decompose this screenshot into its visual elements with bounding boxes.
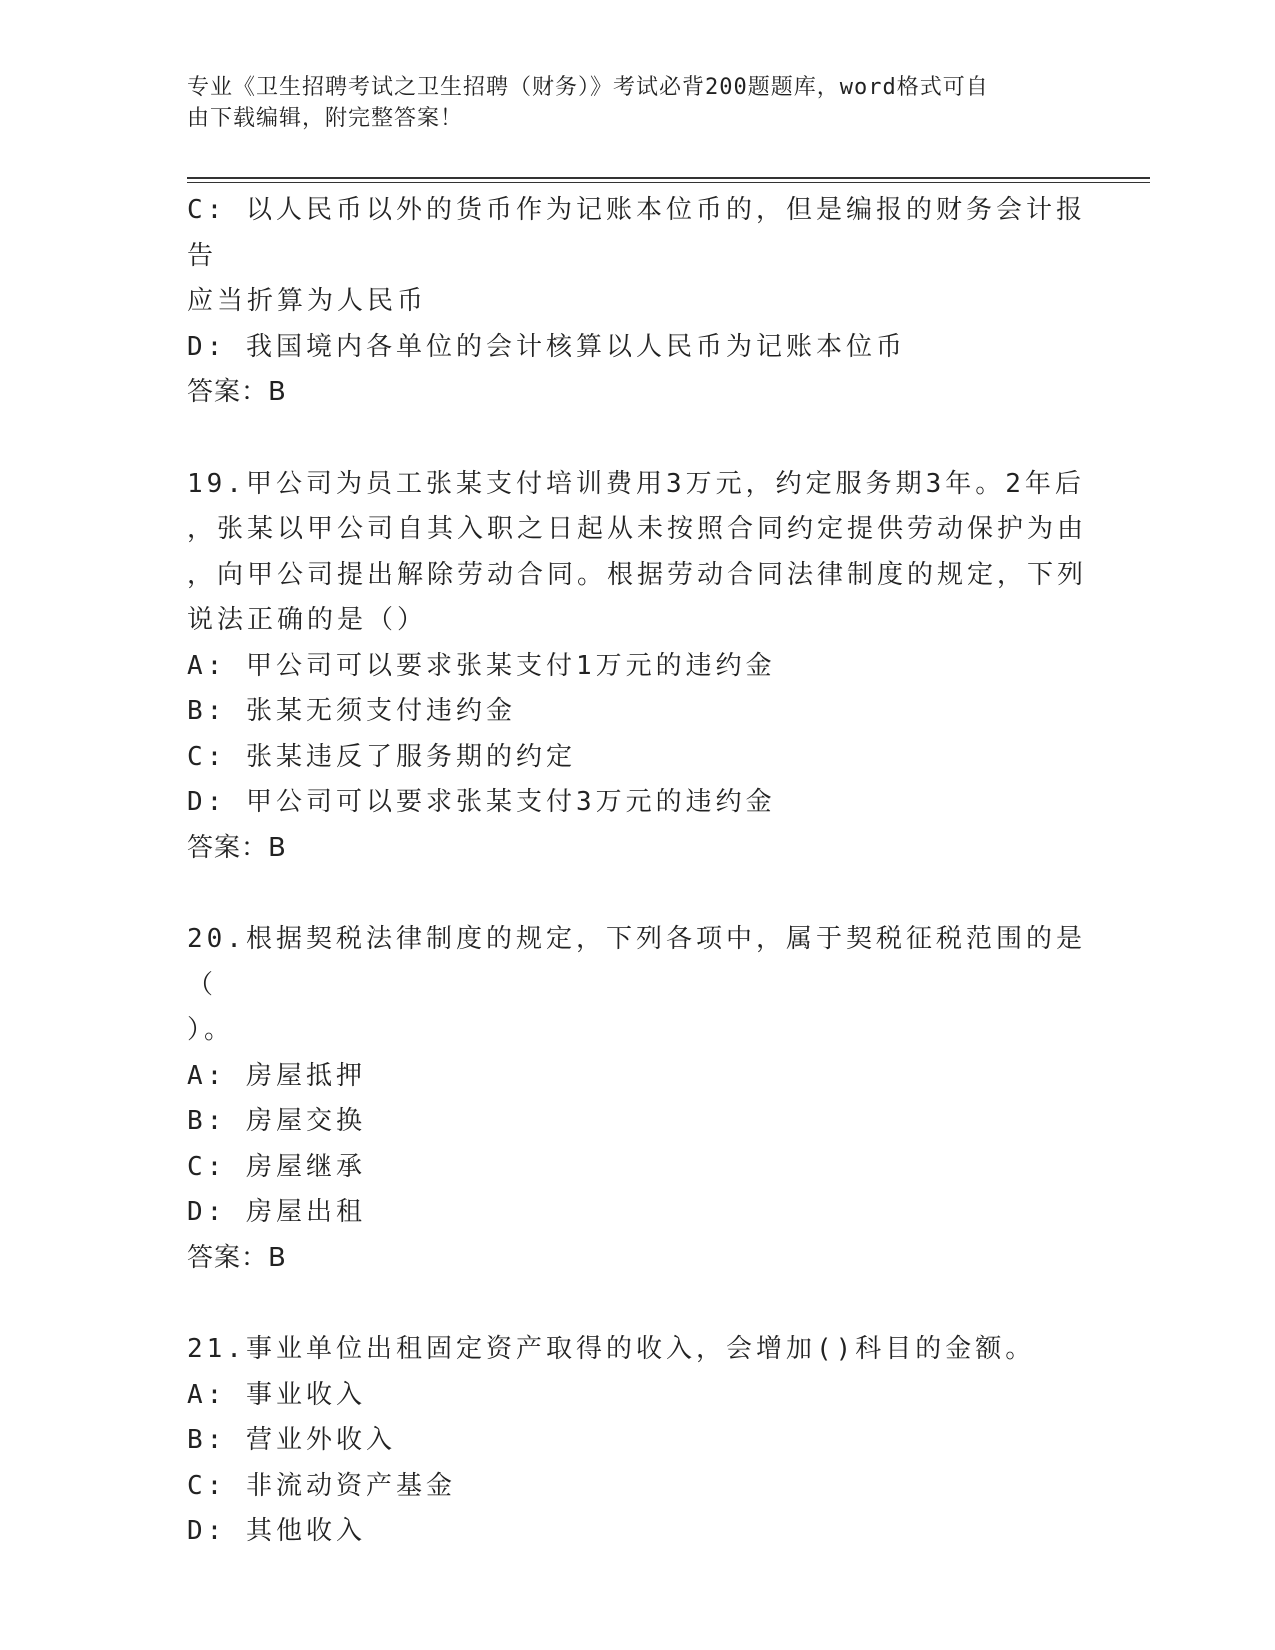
question-stem: 20.根据契税法律制度的规定，下列各项中，属于契税征税范围的是（ [187, 924, 1086, 1000]
question-stem-continued: ，张某以甲公司自其入职之日起从未按照合同约定提供劳动保护为由 [187, 514, 1088, 544]
header-divider-thin [187, 182, 1150, 183]
option-a: A: 甲公司可以要求张某支付1万元的违约金 [187, 650, 776, 681]
option-d: D: 我国境内各单位的会计核算以人民币为记账本位币 [187, 331, 906, 362]
question-stem-continued: ）。 [187, 1015, 235, 1045]
option-d: D: 其他收入 [187, 1516, 366, 1546]
option-a: A: 事业收入 [187, 1379, 366, 1410]
header-line-2: 由下载编辑，附完整答案！ [187, 106, 464, 131]
option-b: B: 张某无须支付违约金 [187, 696, 516, 726]
option-d: D: 房屋出租 [187, 1197, 366, 1227]
spacer [187, 1281, 1087, 1327]
option-c-continued: 应当折算为人民币 [187, 286, 428, 316]
option-c: C: 房屋继承 [187, 1151, 366, 1182]
spacer [187, 871, 1087, 917]
question-stem-continued: ，向甲公司提出解除劳动合同。根据劳动合同法律制度的规定，下列 [187, 559, 1088, 590]
question-block-19 [187, 462, 1087, 872]
option-b: B: 房屋交换 [187, 1106, 366, 1136]
option-c: C: 以人民币以外的货币作为记账本位币的，但是编报的财务会计报告 [187, 195, 1086, 271]
header-line-1: 专业《卫生招聘考试之卫生招聘（财务）》考试必背200题题库，word格式可自 [187, 75, 989, 100]
question-stem: 19.甲公司为员工张某支付培训费用3万元，约定服务期3年。2年后 [187, 468, 1085, 499]
answer: 答案：B [187, 377, 287, 407]
document-header [187, 72, 1067, 134]
option-c: C: 非流动资产基金 [187, 1470, 456, 1501]
question-stem: 21.事业单位出租固定资产取得的收入，会增加()科目的金额。 [187, 1334, 1036, 1364]
option-d: D: 甲公司可以要求张某支付3万元的违约金 [187, 787, 776, 817]
option-a: A: 房屋抵押 [187, 1060, 366, 1091]
question-block-21 [187, 1327, 1087, 1555]
question-block-20 [187, 917, 1087, 1281]
question-block-18 [187, 188, 1087, 416]
option-b: B: 营业外收入 [187, 1425, 396, 1455]
question-stem-continued: 说法正确的是（） [187, 605, 428, 635]
document-body [187, 188, 1087, 1555]
spacer [187, 416, 1087, 462]
answer: 答案：B [187, 1242, 287, 1273]
header-divider-thick [187, 177, 1150, 179]
answer: 答案：B [187, 832, 287, 863]
option-c: C: 张某违反了服务期的约定 [187, 741, 576, 772]
